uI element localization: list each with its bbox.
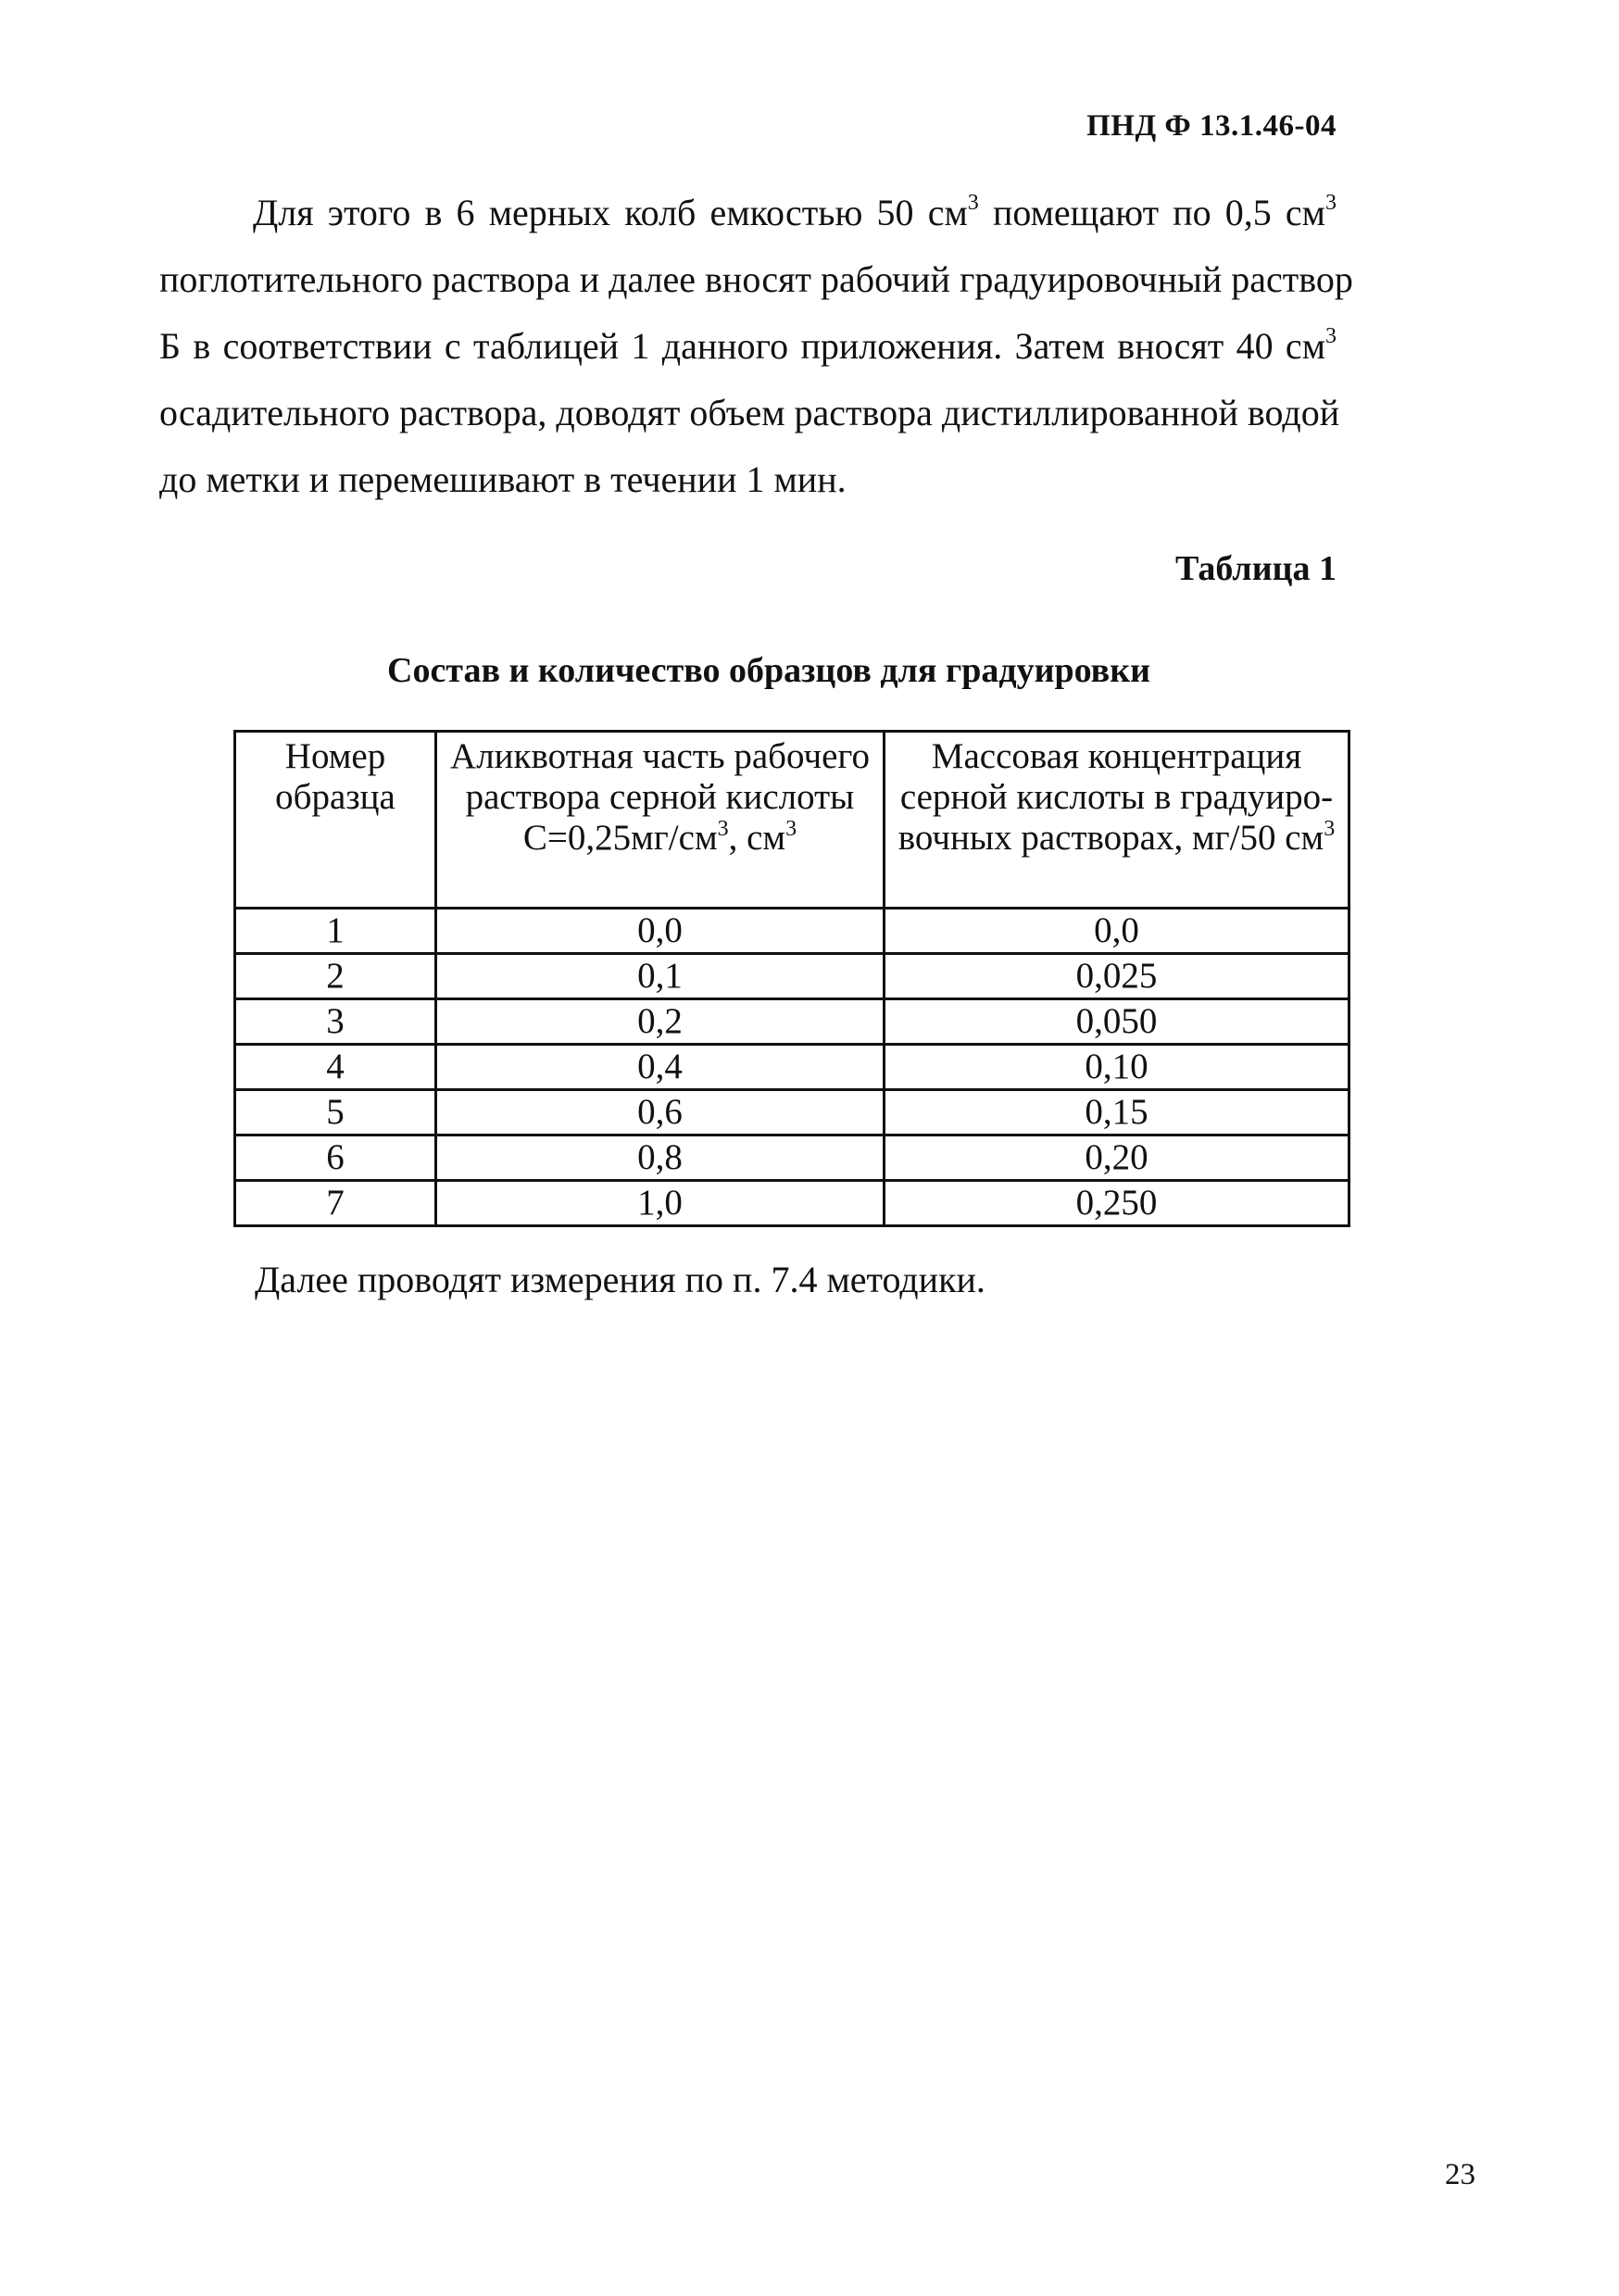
- after-table-text: Далее проводят измерения по п. 7.4 методики.: [255, 1259, 985, 1300]
- cell-aliquot: 1,0: [436, 1181, 885, 1226]
- header-sample-number: Номер образца: [235, 732, 436, 909]
- header-aliquot-tail: , см: [728, 818, 786, 858]
- cell-mass-concentration: 0,0: [885, 909, 1349, 954]
- superscript: 3: [1325, 191, 1337, 215]
- superscript: 3: [967, 191, 979, 215]
- intro-line-2: поглотительного раствора и далее вносят рабочий градуировочный раствор: [159, 258, 1353, 300]
- table-header-row: [235, 732, 1349, 909]
- cell-mass-concentration: 0,050: [885, 999, 1349, 1045]
- table-row: [235, 954, 1349, 999]
- cell-sample-number: 1: [235, 909, 436, 954]
- cell-aliquot: 0,4: [436, 1045, 885, 1090]
- intro-paragraph: [159, 180, 1353, 513]
- superscript: 3: [1325, 324, 1337, 348]
- header-mass-concentration: [885, 732, 1349, 909]
- superscript: 3: [1324, 817, 1336, 841]
- page-number: 23: [1445, 2158, 1475, 2191]
- cell-aliquot: 0,0: [436, 909, 885, 954]
- table-row: [235, 1090, 1349, 1135]
- intro-line-3-text: Б в соответствии с таблицей 1 данного приложения. Затем вносят 40 см: [159, 325, 1325, 367]
- cell-aliquot: 0,8: [436, 1135, 885, 1181]
- cell-aliquot: 0,6: [436, 1090, 885, 1135]
- cell-sample-number: 6: [235, 1135, 436, 1181]
- table-row: [235, 1045, 1349, 1090]
- table-row: [235, 909, 1349, 954]
- cell-sample-number: 5: [235, 1090, 436, 1135]
- cell-mass-concentration: 0,10: [885, 1045, 1349, 1090]
- cell-sample-number: 2: [235, 954, 436, 999]
- document-code: ПНД Ф 13.1.46-04: [1086, 109, 1337, 143]
- calibration-table: [233, 730, 1350, 1227]
- cell-aliquot: 0,1: [436, 954, 885, 999]
- table-row: [235, 1181, 1349, 1226]
- header-aliquot: [436, 732, 885, 909]
- cell-sample-number: 4: [235, 1045, 436, 1090]
- table-number: Таблица 1: [1174, 549, 1337, 588]
- header-aliquot-text: Аликвотная часть рабочего раствора серной кислоты С=0,25мг/см: [450, 736, 870, 858]
- cell-aliquot: 0,2: [436, 999, 885, 1045]
- intro-line-5: до метки и перемешивают в течении 1 мин.: [159, 458, 847, 500]
- header-mass-concentration-text: Массовая концентрация серной кислоты в градуиро-вочных растворах, мг/50 см: [897, 736, 1334, 858]
- table-row: [235, 999, 1349, 1045]
- cell-mass-concentration: 0,20: [885, 1135, 1349, 1181]
- table-title: Состав и количество образцов для градуировки: [387, 651, 1150, 690]
- intro-line-1-after: помещают по 0,5 см: [978, 192, 1325, 233]
- intro-line-1-text: Для этого в 6 мерных колб емкостью 50 см: [253, 192, 968, 233]
- intro-line-1: [159, 180, 1337, 246]
- superscript: 3: [717, 817, 729, 841]
- intro-line-3: [159, 313, 1337, 380]
- cell-mass-concentration: 0,025: [885, 954, 1349, 999]
- cell-mass-concentration: 0,250: [885, 1181, 1349, 1226]
- intro-line-4: осадительного раствора, доводят объем раствора дистиллированной водой: [159, 392, 1340, 433]
- cell-mass-concentration: 0,15: [885, 1090, 1349, 1135]
- cell-sample-number: 3: [235, 999, 436, 1045]
- superscript: 3: [785, 817, 797, 841]
- table-row: [235, 1135, 1349, 1181]
- cell-sample-number: 7: [235, 1181, 436, 1226]
